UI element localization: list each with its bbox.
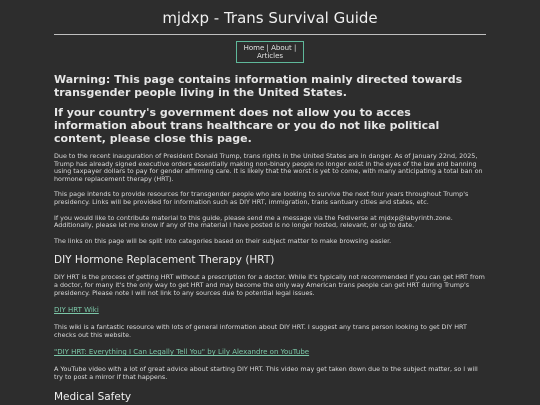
nav-link-home[interactable]: Home <box>243 44 265 52</box>
section-description: DIY HRT is the process of getting HRT without a prescription for a doctor. While it's typically not recommended if you can get HRT from a doctor, for many it's the only way to get HRT and may become the only way American trans people can get HRT during Trump's presidency. Please note I will not link to any sources due to potential legal issues. <box>54 273 485 297</box>
page-container <box>54 0 486 403</box>
intro-paragraph: This page intends to provide resources for transgender people who are looking to survive the next four years throughout Trump's presidency. Links will be provided for information such as DIY HRT, immigration, trans santuary cities and states, etc. <box>54 190 469 206</box>
section-heading-diy-hrt: DIY Hormone Replacement Therapy (HRT) <box>54 254 275 267</box>
intro-paragraph: If you would like to contribute material to this guide, please send me a message via the Fediverse at mjdxp@labyrinth.zone. Additionally, please let me know if any of the material I have posted is no longer hosted, relevant, or up to date. <box>54 213 453 230</box>
resource-link-lily-alexandre-video[interactable]: "DIY HRT: Everything I Can Legally Tell You" by Lily Alexandre on YouTube <box>54 348 310 357</box>
page-title: mjdxp - Trans Survival Guide <box>54 0 486 35</box>
nav-box <box>236 41 304 63</box>
warning-heading-country: If your country's government does not allow you to acces information about trans healthcare or you do not like political content, please close this page. <box>54 106 440 145</box>
nav-link-about[interactable]: About <box>271 44 292 52</box>
intro-paragraph: Due to the recent inauguration of President Donald Trump, trans rights in the United States are in danger. As of January 22nd, 2025, Trump has already signed executive orders essentially making non-binary people no longer exist in the eyes of the law and banning using taxpayer dollars to pay for gender affirming care. It is likely that the worst is yet to come, with many anticipating a total ban on hormone replacement therapy (HRT). <box>54 152 483 183</box>
resource-description: This wiki is a fantastic resource with lots of general information about DIY HRT. I suggest any trans person looking to get DIY HRT checks out this website. <box>54 323 467 339</box>
warning-heading: Warning: This page contains information mainly directed towards transgender people living in the United States. <box>54 73 463 99</box>
resource-description: A YouTube video with a lot of great advice about starting DIY HRT. This video may get taken down due to the subject matter, so I will try to post a mirror if that happens. <box>54 365 478 381</box>
section-heading-medical-safety: Medical Safety <box>54 390 132 403</box>
nav-separator: | <box>264 44 272 52</box>
nav-link-articles[interactable]: Articles <box>256 52 284 60</box>
nav-separator: | <box>291 44 297 52</box>
intro-paragraph: The links on this page will be split into categories based on their subject matter to make browsing easier. <box>54 236 392 245</box>
resource-link-diy-hrt-wiki[interactable]: DIY HRT Wiki <box>54 306 99 315</box>
